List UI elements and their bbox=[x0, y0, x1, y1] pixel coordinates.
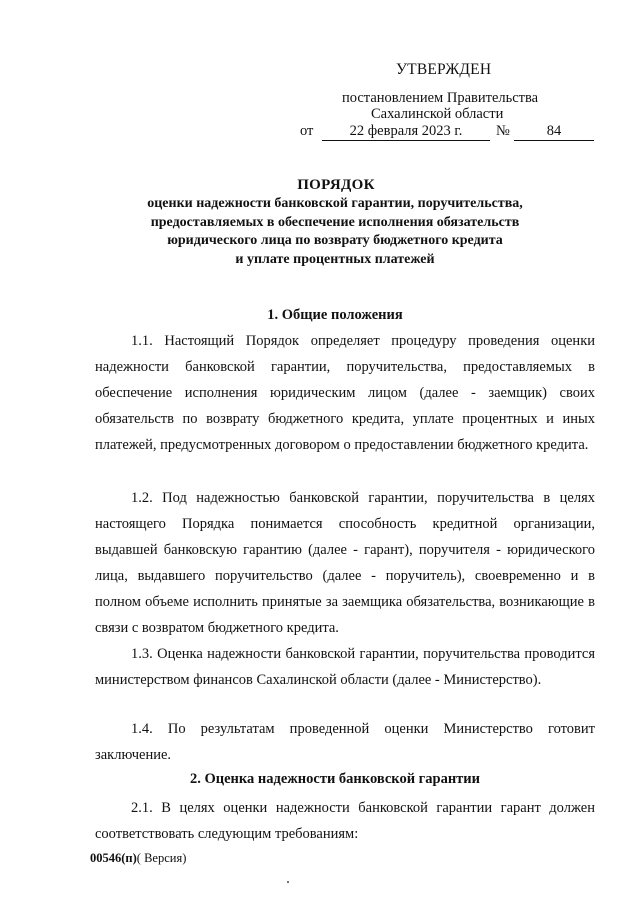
footer-document-code bbox=[90, 851, 186, 866]
paragraph: 1.3. Оценка надежности банковской гарантии, поручительства проводится министерством финансов Сахалинской области (далее - Министерство). bbox=[95, 646, 595, 688]
approval-region-line: Сахалинской области bbox=[371, 106, 504, 122]
footer-version: ( Версия) bbox=[136, 851, 187, 865]
approval-authority-line: постановлением Правительства bbox=[342, 90, 539, 106]
paragraph: 1.2. Под надежностью банковской гарантии, поручительства в целях настоящего Порядка понимается способность кредитной организации, выдавшей банковскую гарантию (далее - гарант), поручителя - юридического лица, выдавшего поручительство (далее - поручитель), своевременно и в полном объеме исполнить принятые за заемщика обязательства, возникающие в связи с возвратом бюджетного кредита. bbox=[95, 490, 595, 636]
subtitle-line: юридического лица по возврату бюджетного кредита bbox=[167, 233, 503, 248]
subtitle-line: и уплате процентных платежей bbox=[235, 251, 435, 267]
footer-code: 00546(п) bbox=[90, 851, 137, 865]
number-prefix: № bbox=[496, 123, 510, 139]
paragraph: 1.4. По результатам проведенной оценки Министерство готовит заключение. bbox=[95, 721, 595, 763]
approval-title: УТВЕРЖДЕН bbox=[396, 61, 492, 78]
subtitle-line: предоставляемых в обеспечение исполнения обязательств bbox=[150, 214, 520, 230]
paragraph: 2.1. В целях оценки надежности банковской гарантии гарант должен соответствовать следующим требованиям: bbox=[95, 800, 595, 842]
document-title: ПОРЯДОК bbox=[297, 177, 375, 193]
document-subtitle bbox=[95, 195, 575, 269]
subtitle-line: оценки надежности банковской гарантии, поручительства, bbox=[147, 196, 523, 211]
date-prefix: от bbox=[300, 123, 314, 139]
approval-number: 84 bbox=[514, 123, 594, 141]
approval-date-row bbox=[300, 123, 600, 143]
paragraph: 1.1. Настоящий Порядок определяет процедуру проведения оценки надежности банковской гарантии, поручительства, предоставляемых в обеспечение исполнения юридическим лицом (далее - заемщик) своих обязательств по возврату бюджетного кредита, уплате процентных и иных платежей, предусмотренных договором о предоставлении бюджетного кредита. bbox=[95, 333, 595, 453]
section-heading: 1. Общие положения bbox=[267, 307, 403, 323]
scan-artifact bbox=[287, 881, 289, 883]
approval-date: 22 февраля 2023 г. bbox=[322, 123, 490, 141]
section-heading: 2. Оценка надежности банковской гарантии bbox=[189, 771, 481, 787]
